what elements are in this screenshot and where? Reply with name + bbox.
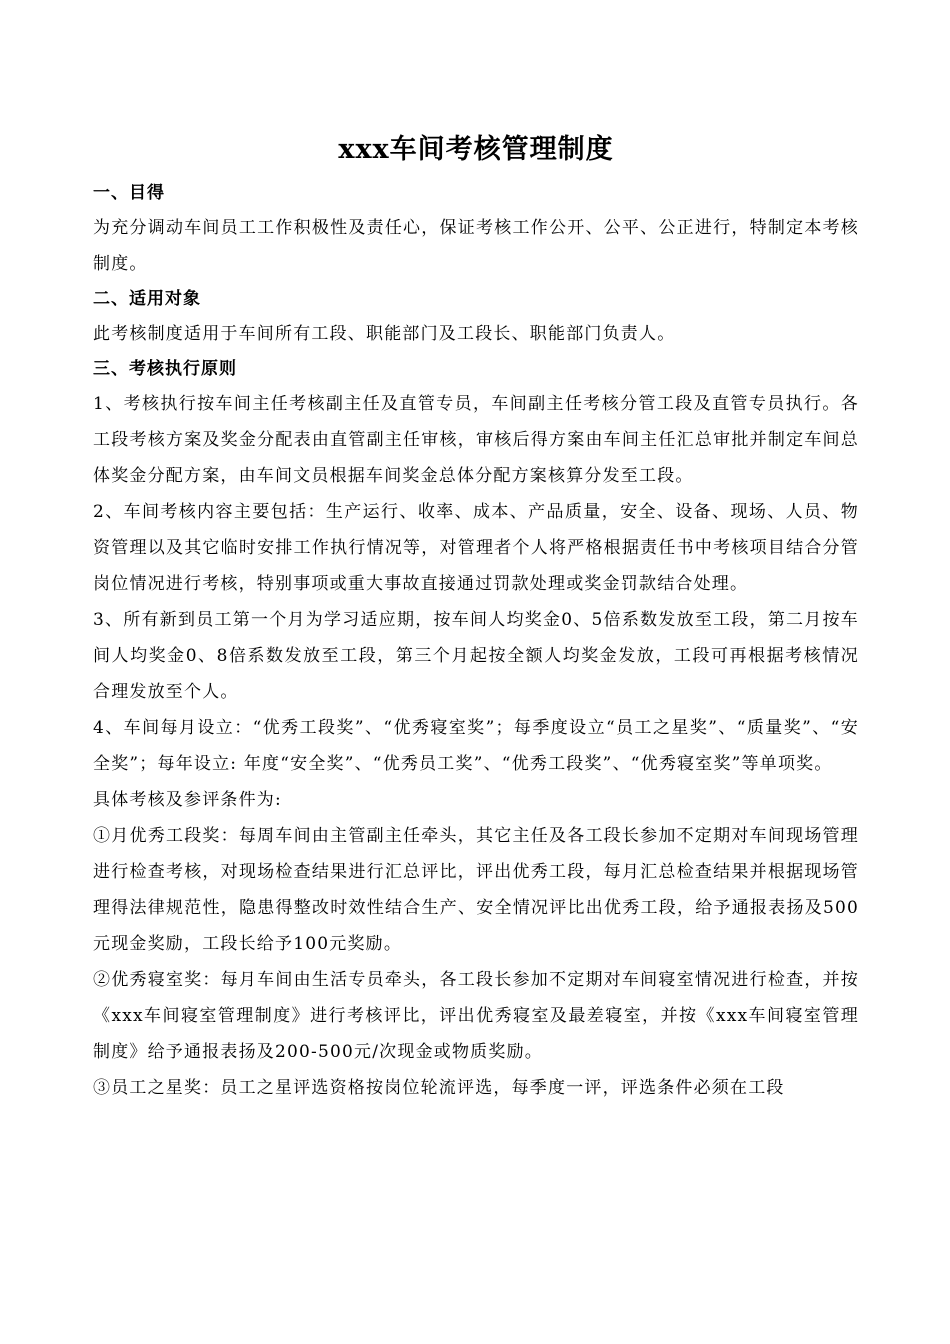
- document-page: [93, 128, 859, 1106]
- scope-paragraph: 此考核制度适用于车间所有工段、职能部门及工段长、职能部门负责人。: [93, 324, 676, 344]
- criteria-intro: 具体考核及参评条件为:: [93, 790, 282, 810]
- section-heading-purpose: 一、目得: [93, 183, 165, 203]
- purpose-paragraph: 为充分调动车间员工工作积极性及责任心，保证考核工作公开、公平、公正进行，特制定本考核制度。: [93, 218, 859, 274]
- document-title: xxx车间考核管理制度: [338, 134, 614, 165]
- section-heading-scope: 二、适用对象: [93, 289, 201, 309]
- principle-item-4: 4、车间每月设立：“优秀工段奖”、“优秀寝室奖”；每季度设立“员工之星奖”、“质量奖”、“安全奖”；每年设立: 年度“安全奖”、“优秀员工奖”、“优秀工段奖”、“优秀寝室奖”等单项奖。: [93, 718, 859, 774]
- section-heading-principles: 三、考核执行原则: [93, 359, 237, 379]
- award-monthly-workshop: ①月优秀工段奖：每周车间由主管副主任牵头，其它主任及各工段长参加不定期对车间现场管理进行检查考核，对现场检查结果进行汇总评比，评出优秀工段，每月汇总检查结果并根据现场管理得法律规范性，隐患得整改时效性结合生产、安全情况评比出优秀工段，给予通报表扬及500元现金奖励，工段长给予100元奖励。: [93, 826, 859, 954]
- principle-item-1: 1、考核执行按车间主任考核副主任及直管专员，车间副主任考核分管工段及直管专员执行。各工段考核方案及奖金分配表由直管副主任审核，审核后得方案由车间主任汇总审批并制定车间总体奖金分配方案，由车间文员根据车间奖金总体分配方案核算分发至工段。: [93, 394, 859, 486]
- award-dormitory: ②优秀寝室奖：每月车间由生活专员牵头，各工段长参加不定期对车间寝室情况进行检查，并按《xxx车间寝室管理制度》进行考核评比，评出优秀寝室及最差寝室，并按《xxx车间寝室管理制度》给予通报表扬及200-500元/次现金或物质奖励。: [93, 970, 859, 1062]
- principle-item-3: 3、所有新到员工第一个月为学习适应期，按车间人均奖金0、5倍系数发放至工段，第二月按车间人均奖金0、8倍系数发放至工段，第三个月起按全额人均奖金发放，工段可再根据考核情况合理发放至个人。: [93, 610, 859, 702]
- award-employee-star: ③员工之星奖：员工之星评选资格按岗位轮流评选，每季度一评，评选条件必须在工段: [93, 1078, 785, 1098]
- principle-item-2: 2、车间考核内容主要包括：生产运行、收率、成本、产品质量，安全、设备、现场、人员、物资管理以及其它临时安排工作执行情况等，对管理者个人将严格根据责任书中考核项目结合分管岗位情况进行考核，特别事项或重大事故直接通过罚款处理或奖金罚款结合处理。: [93, 502, 859, 594]
